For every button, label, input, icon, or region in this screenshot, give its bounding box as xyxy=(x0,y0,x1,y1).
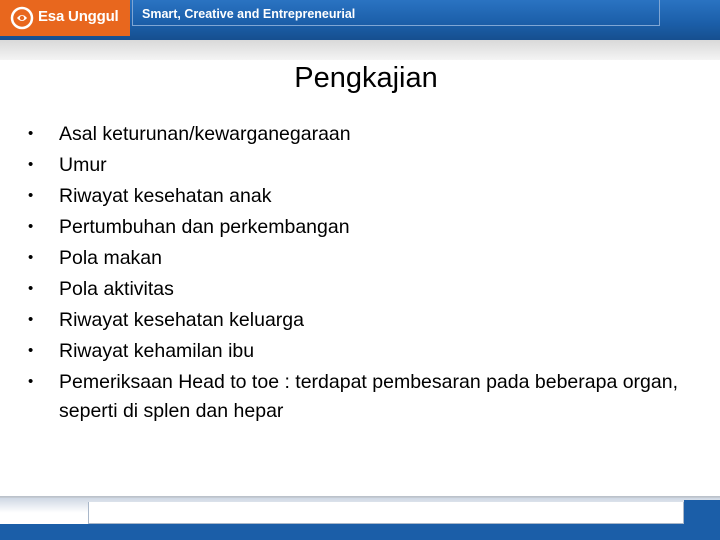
university-logo-icon xyxy=(10,6,34,30)
list-item-text: Pertumbuhan dan perkembangan xyxy=(59,216,350,238)
list-item xyxy=(28,211,698,242)
list-item-text: Pola aktivitas xyxy=(59,278,174,300)
footer-blue-corner xyxy=(684,500,720,540)
list-item-text: Riwayat kehamilan ibu xyxy=(59,340,255,362)
list-item-text: Asal keturunan/kewarganegaraan xyxy=(59,123,351,145)
list-item-text: Riwayat kesehatan keluarga xyxy=(59,309,304,331)
logo-block xyxy=(0,0,130,36)
bullet-icon: • xyxy=(28,311,34,328)
bullet-icon: • xyxy=(28,218,34,235)
logo-text: Esa Unggul xyxy=(38,8,119,25)
list-item xyxy=(28,335,698,366)
bullet-icon: • xyxy=(28,125,34,142)
list-item xyxy=(28,118,698,149)
list-item xyxy=(28,180,698,211)
footer-blue-strip xyxy=(0,524,720,540)
bullet-list xyxy=(28,118,698,426)
bullet-icon: • xyxy=(28,249,34,266)
bullet-icon: • xyxy=(28,156,34,173)
tagline: Smart, Creative and Entrepreneurial xyxy=(142,7,356,21)
bullet-icon: • xyxy=(28,187,34,204)
bullet-icon: • xyxy=(28,342,34,359)
bullet-icon: • xyxy=(28,280,34,297)
list-item-text: Pola makan xyxy=(59,247,162,269)
bullet-icon: • xyxy=(28,373,34,390)
list-item-text: Umur xyxy=(59,154,107,176)
list-item-text: Riwayat kesehatan anak xyxy=(59,185,272,207)
list-item xyxy=(28,366,698,426)
list-item xyxy=(28,273,698,304)
list-item xyxy=(28,242,698,273)
list-item-text: Pemeriksaan Head to toe : terdapat pembesaran pada beberapa organ, seperti di splen dan hepar xyxy=(59,371,679,422)
list-item xyxy=(28,149,698,180)
list-item xyxy=(28,304,698,335)
header-shadow-band xyxy=(0,40,720,60)
footer-box xyxy=(88,502,684,524)
header-bar xyxy=(0,0,720,40)
slide-title: Pengkajian xyxy=(294,62,438,94)
